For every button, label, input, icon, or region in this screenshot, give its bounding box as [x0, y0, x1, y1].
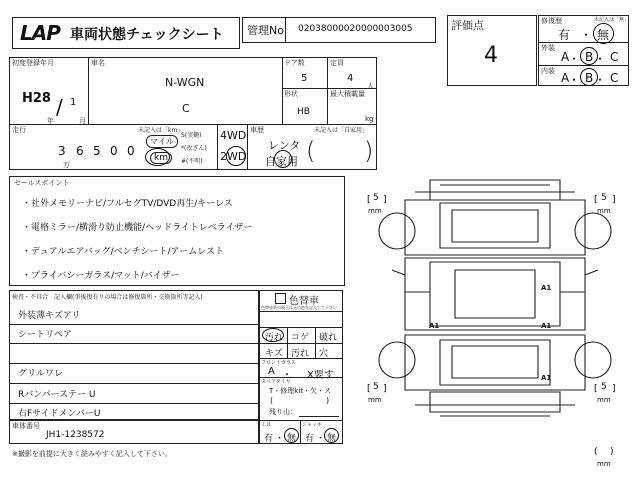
capacity-unit: 人	[367, 82, 374, 90]
status-unknown: #(不明)	[181, 158, 203, 165]
spare-label: スペアタイヤ	[261, 379, 291, 385]
sales-item-3: ・デュアルエアバッグ/ベンチシート/アームレスト	[22, 247, 224, 257]
repair-yes: 有	[558, 28, 571, 42]
mileage-label: 走行	[12, 126, 26, 134]
repair-dot: ・	[580, 28, 593, 42]
repair-no: 無	[597, 28, 610, 42]
jack-yes: 有	[305, 434, 315, 444]
inspection-item-4: Rバンパーステー U	[18, 390, 96, 400]
tools-dot: ・	[275, 434, 285, 444]
color-change-label: 色替車	[289, 296, 319, 307]
drive-2wd-circle	[226, 146, 246, 166]
tools-label: 工具	[261, 422, 272, 428]
exterior-b: B	[585, 50, 594, 64]
drive-4wd: 4WD	[220, 129, 247, 142]
shape-value: HB	[297, 107, 310, 117]
exterior-dot1: ・	[568, 52, 581, 66]
sales-label: セールスポイント	[14, 179, 70, 187]
tread-spare-close: )	[610, 447, 614, 457]
tread-fr-open: [	[594, 195, 598, 205]
interior-check-2: コゲ	[291, 333, 310, 343]
spare-paren-close: )	[326, 396, 330, 405]
vehicle-info-box	[9, 57, 377, 125]
inspection-item-3: グリルワレ	[18, 369, 64, 379]
tread-fr-close: ]	[612, 195, 616, 205]
capacity-value: 4	[347, 73, 354, 84]
tread-rr-close: ]	[612, 384, 616, 394]
footer-note: ※撮影を前提に大きく読みやすく記入して下さい。	[12, 450, 172, 458]
mileage-note: 未記入は「km」	[138, 127, 184, 134]
tools-no: 無	[287, 434, 297, 444]
use-note: 未記入は「自家用」	[314, 127, 369, 134]
interior-stain-circle	[262, 328, 284, 342]
sheet-title: 車両状態チェックシート	[70, 27, 224, 43]
car-diagram	[360, 170, 630, 457]
capacity-label: 定員	[330, 59, 344, 67]
interior-dot1: ・	[568, 73, 581, 87]
first-reg-era: H28	[22, 91, 51, 106]
model-label: 車名	[91, 59, 105, 67]
mileage-digit-1: 3	[58, 144, 66, 158]
inspection-label: 検査・不具合 記入欄(事後復有りの場合は修復箇所・交換箇所等記入)	[12, 294, 203, 301]
vin-label: 車体番号	[12, 422, 40, 430]
first-reg-slash: /	[56, 95, 63, 119]
drive-2wd: 2WD	[220, 150, 247, 163]
exterior-a: A	[561, 50, 570, 64]
glass-x: X要す	[307, 370, 334, 381]
mileage-digit-5: 0	[127, 144, 135, 158]
repair-label: 修復歴	[541, 17, 562, 25]
doors-value: 5	[301, 73, 308, 84]
tread-rl-close: ]	[383, 384, 387, 394]
exterior-label: 外装	[541, 44, 555, 52]
interior-c: C	[610, 71, 619, 85]
inspection-item-2: シートリペア	[18, 330, 72, 340]
grade-name-value: C	[182, 102, 190, 115]
logo: LAP	[20, 21, 60, 45]
mileage-digit-3: 5	[93, 144, 101, 158]
tread-fr-unit: mm	[597, 207, 611, 215]
interior-check-6: 穴	[319, 349, 329, 359]
mileage-digit-4: 0	[110, 144, 118, 158]
max-load-unit: kg	[365, 115, 374, 123]
tread-fl-unit: mm	[368, 207, 382, 215]
damage-mark-right-front: A1	[541, 284, 552, 292]
mileage-digit-2: 6	[76, 144, 84, 158]
shape-label: 形状	[284, 90, 298, 98]
first-reg-year-unit: 年	[47, 117, 54, 125]
use-private: 自家用	[265, 155, 298, 168]
repair-no-circle	[593, 23, 614, 44]
mgmt-no-label: 管理No	[247, 24, 284, 37]
unit-km: km	[150, 152, 172, 164]
mileage-man-unit: 万	[63, 161, 70, 169]
tread-spare-open: (	[594, 447, 598, 457]
damage-mark-right-mid: A1	[541, 322, 552, 330]
grade-value: 4	[484, 43, 498, 68]
tread-rl-open: [	[367, 384, 371, 394]
tread-rl-value: 5	[373, 382, 379, 392]
glass-label: フロントガラス	[261, 360, 296, 366]
exterior-dot2: ・	[594, 52, 607, 66]
use-private-circle	[274, 150, 292, 168]
mgmt-no-value: 02038000020000003005	[298, 24, 413, 34]
tread-fl-close: ]	[383, 195, 387, 205]
interior-b: B	[585, 71, 594, 85]
jack-no: 無	[327, 434, 337, 444]
interior-check-5: 汚れ	[291, 349, 310, 359]
repair-note: 未記入は「無」	[594, 17, 630, 23]
doors-label: ドア数	[284, 59, 305, 67]
use-paren-open: (	[306, 137, 316, 165]
tread-rr-unit: mm	[597, 396, 611, 404]
sales-item-2: ・電格ミラー/横滑り防止機能/ヘッドライトレベライザー	[22, 223, 253, 233]
tools-yes: 有	[264, 434, 274, 444]
spare-paren-open: (	[270, 396, 274, 405]
sales-item-4: ・プライバシーガラス/マット/バイザー	[22, 271, 180, 281]
vin-value: JH1-1238572	[46, 430, 105, 440]
grade-label: 評価点	[451, 19, 484, 32]
tread-fl-open: [	[367, 195, 371, 205]
spare-remain: 残り山：	[269, 408, 297, 416]
tread-rr-open: [	[594, 384, 598, 394]
tread-rr-value: 5	[601, 382, 607, 392]
use-paren-close: )	[364, 137, 374, 165]
damage-mark-left-mid: A1	[429, 322, 440, 330]
exterior-c: C	[610, 50, 619, 64]
glass-a: A	[268, 366, 275, 377]
unit-km-circle	[145, 148, 170, 166]
tread-fr-value: 5	[601, 193, 607, 203]
interior-a: A	[561, 71, 570, 85]
use-rental: レンタ	[268, 139, 301, 152]
interior-check-3: 破れ	[319, 333, 338, 343]
status-real: S(実働)	[181, 132, 202, 139]
inspection-item-1: 外装薄キズアリ	[18, 311, 81, 321]
sales-item-1: ・社外メモリーナビ/フルセグTV/DVD再生/キーレス	[22, 199, 233, 209]
interior-dot2: ・	[594, 73, 607, 87]
interior-check-4: キズ	[265, 349, 283, 359]
tools-no-circle	[284, 428, 299, 443]
interior-label: 内装	[541, 67, 555, 75]
glass-dot: ・	[282, 370, 292, 381]
inspection-item-5: 右FサイドメンバーU	[18, 409, 101, 419]
use-label: 車歴	[250, 126, 264, 134]
color-change-checkbox	[275, 293, 286, 304]
tread-fl-value: 5	[373, 193, 379, 203]
max-load-label: 最大積載量	[330, 90, 365, 98]
first-reg-month: 1	[70, 97, 77, 108]
tread-spare-unit: mm	[597, 460, 611, 468]
unit-mile: マイル	[146, 135, 178, 148]
jack-no-circle	[324, 428, 339, 443]
tread-rl-unit: mm	[368, 396, 382, 404]
first-reg-month-unit: 月	[79, 117, 86, 125]
first-reg-label: 初度登録年月	[12, 59, 54, 67]
spare-types: T・修理kit・欠・ス	[269, 387, 332, 395]
damage-mark-right-rear: A1	[541, 374, 552, 382]
color-change-note: 色替塗装の場合は元の色を記入して下さい	[261, 305, 337, 310]
interior-check-1: 汚れ	[265, 333, 284, 343]
jack-label: ジャッキ	[302, 422, 322, 428]
model-value: N-WGN	[165, 76, 205, 89]
jack-dot: ・	[316, 434, 326, 444]
status-altered: *(改ざん)	[181, 145, 207, 152]
